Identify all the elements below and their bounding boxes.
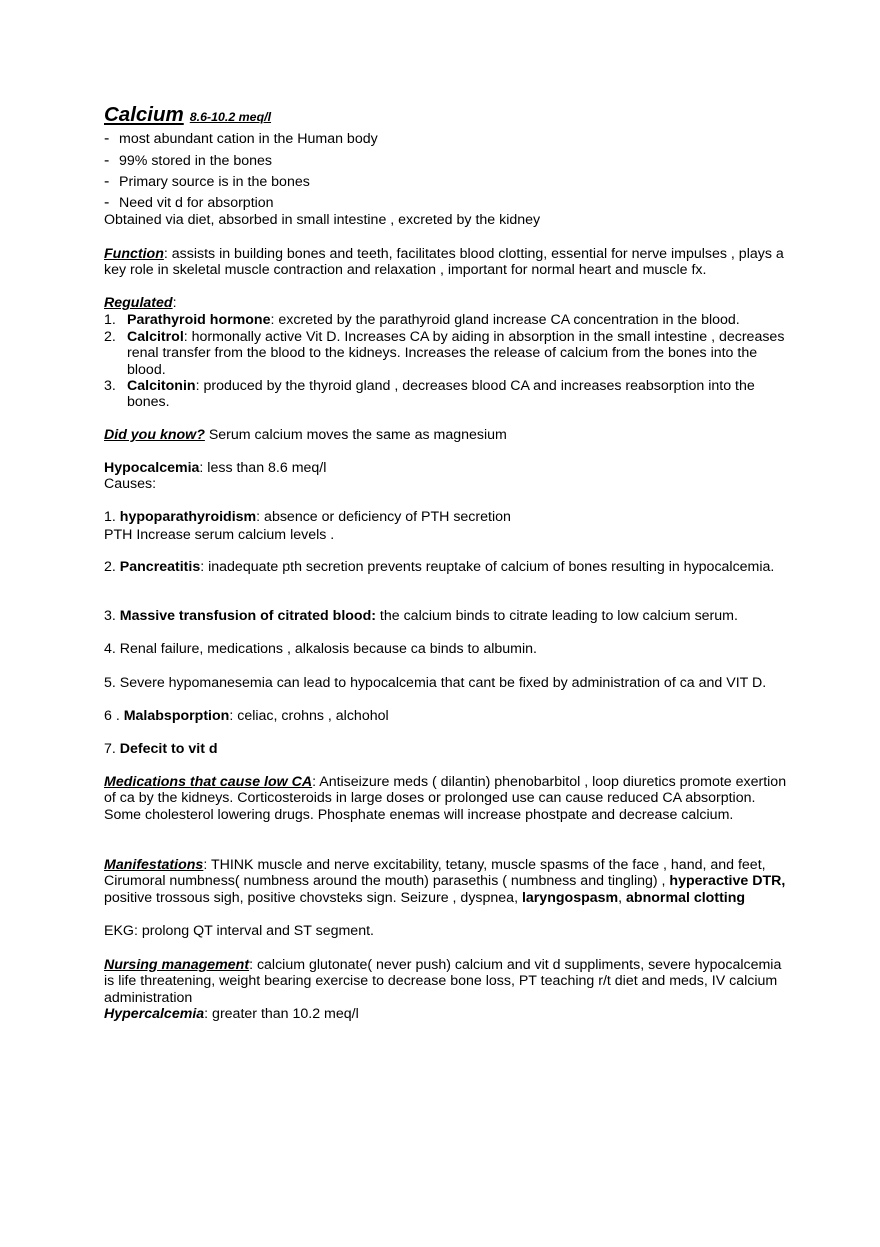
nursing-heading: Nursing management — [104, 957, 250, 973]
medications-heading: Medications that cause low CA — [104, 774, 313, 790]
pth-note: PTH Increase serum calcium levels . — [104, 527, 335, 543]
regulated-item: 3. Calcitonin: produced by the thyroid gland , decreases blood CA and increases reabsorption into the bones. — [104, 378, 755, 411]
title-main: Calcium — [104, 103, 184, 126]
hypercalcemia-definition: Hypercalcemia: greater than 10.2 meq/l — [104, 1006, 359, 1022]
cause-item: 1. hypoparathyroidism: absence or deficiency of PTH secretion — [104, 509, 511, 525]
obtained-text: Obtained via diet, absorbed in small intestine , excreted by the kidney — [104, 212, 541, 228]
regulated-item: 2. Calcitrol: hormonally active Vit D. Increases CA by aiding in absorption in the small intestine , decreases renal transfer from the blood to the kidneys. Increases the release of calcium from the bones into the blood. — [104, 329, 785, 378]
ekg-note: EKG: prolong QT interval and ST segment. — [104, 923, 374, 939]
list-item: - Primary source is in the bones — [104, 173, 310, 190]
nursing-section: Nursing management: calcium glutonate( never push) calcium and vit d suppliments, severe hypocalcemia is life threatening, weight bearing exercise to decrease bone loss, PT teaching r/t diet and meds, IV calcium administration — [104, 957, 782, 1006]
regulated-item: 1. Parathyroid hormone: excreted by the parathyroid gland increase CA concentration in the blood. — [104, 312, 740, 328]
hypocalcemia-definition: Hypocalcemia: less than 8.6 meq/l — [104, 460, 327, 476]
list-item: - most abundant cation in the Human body — [104, 130, 378, 147]
cause-item: 3. Massive transfusion of citrated blood: the calcium binds to citrate leading to low calcium serum. — [104, 608, 738, 624]
cause-item: 5. Severe hypomanesemia can lead to hypocalcemia that cant be fixed by administration of ca and VIT D. — [104, 675, 767, 691]
title-range: 8.6-10.2 meq/l — [189, 110, 272, 124]
function-section: Function: assists in building bones and teeth, facilitates blood clotting, essential for nerve impulses , plays a key role in skeletal muscle contraction and relaxation , important for normal heart and muscle fx. — [104, 246, 784, 279]
list-item: - 99% stored in the bones — [104, 152, 273, 169]
list-item: - Need vit d for absorption — [104, 194, 274, 211]
function-heading: Function — [104, 246, 164, 262]
manifestations-section: Manifestations: THINK muscle and nerve excitability, tetany, muscle spasms of the face , hand, and feet, Cirumoral numbness( numbness around the mouth) parasethis ( numbness and tingling) , hyperactive DTR, positive trossous sigh, positive chovsteks sign. Seizure , dyspnea, laryngospasm, abnormal clotting — [104, 857, 786, 906]
did-you-know: Did you know? Serum calcium moves the same as magnesium — [104, 427, 507, 443]
manifestations-heading: Manifestations — [104, 857, 204, 873]
causes-label: Causes: — [104, 476, 157, 492]
cause-item: 6 . Malabsporption: celiac, crohns , alchohol — [104, 708, 389, 724]
cause-item: 7. Defecit to vit d — [104, 741, 218, 757]
page-title — [104, 103, 794, 129]
medications-section: Medications that cause low CA: Antiseizure meds ( dilantin) phenobarbitol , loop diuretics promote exertion of ca by the kidneys. Corticosteroids in large doses or prolonged use can cause reduced CA absorption. Some cholesterol lowering drugs. Phosphate enemas will increase phostpate and decrease calcium. — [104, 774, 787, 823]
regulated-heading: Regulated: — [104, 295, 177, 311]
cause-item: 2. Pancreatitis: inadequate pth secretion prevents reuptake of calcium of bones resulting in hypocalcemia. — [104, 559, 775, 575]
cause-item: 4. Renal failure, medications , alkalosis because ca binds to albumin. — [104, 641, 537, 657]
